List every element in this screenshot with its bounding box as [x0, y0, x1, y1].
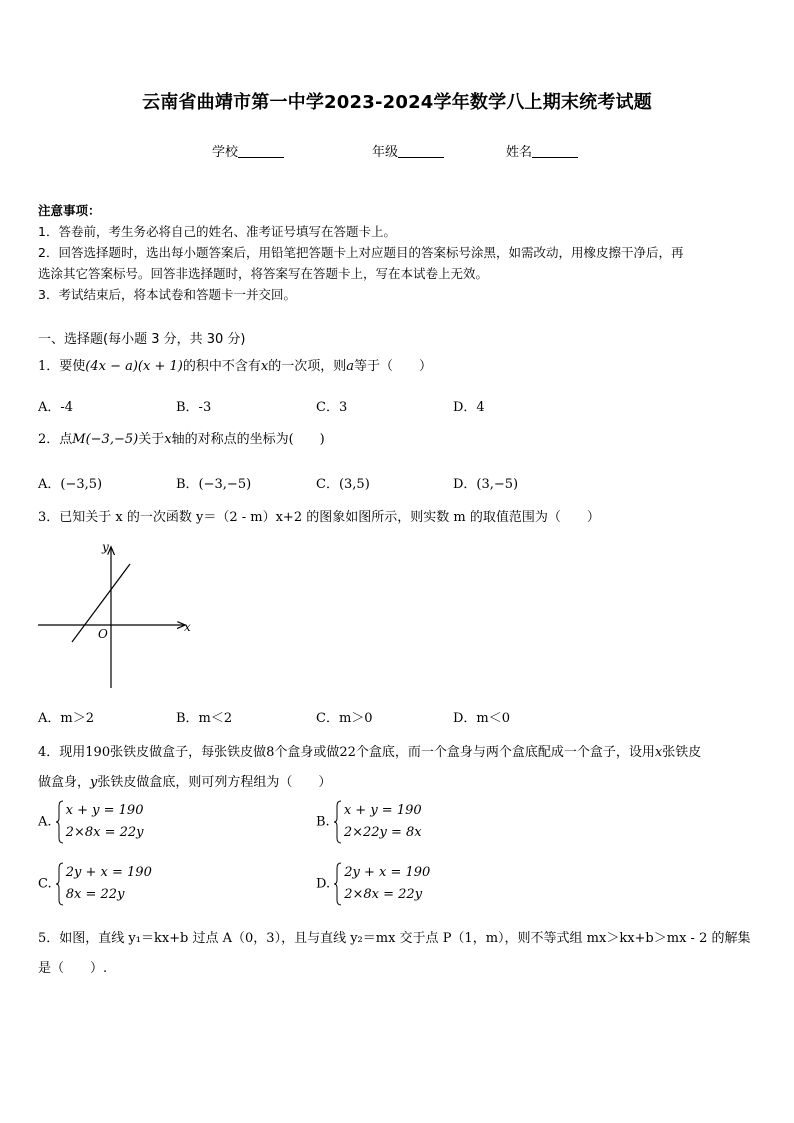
q1-option-a[interactable]: A．-4 [38, 400, 74, 415]
q2-option-c[interactable]: C．(3,5) [316, 477, 370, 492]
school-field [212, 141, 284, 160]
q3-option-a[interactable]: A．m＞2 [38, 711, 94, 726]
brace-icon [56, 800, 64, 844]
q1-option-b[interactable]: B．-3 [176, 400, 212, 415]
notice-block [38, 200, 758, 305]
brace-icon [56, 862, 64, 906]
q1-expression: (4x − a)(x + 1) [85, 359, 183, 374]
q4-variable: y [90, 775, 98, 790]
option-label: C. [38, 876, 52, 892]
notice-heading: 注意事项： [38, 203, 101, 218]
q2-text: 2．点 [38, 432, 73, 447]
q1-option-c[interactable]: C．3 [316, 400, 348, 415]
equation: 2×22y = 8x [343, 825, 422, 840]
question-2 [38, 429, 758, 451]
q3-option-b[interactable]: B．m＜2 [176, 711, 233, 726]
name-label: 姓名 [506, 145, 533, 160]
grade-label: 年级 [372, 145, 399, 160]
q1-text: 1．要使 [38, 359, 86, 374]
origin-label: O [98, 627, 108, 641]
option-label: D. [316, 876, 331, 892]
q4-variable: x [654, 745, 663, 760]
q4-text: 做盒身， [38, 775, 91, 790]
q3-option-d[interactable]: D．m＜0 [453, 711, 511, 726]
q5-line-2: 是（ ）. [38, 961, 108, 976]
equation-system [334, 800, 422, 844]
x-axis-label: x [184, 620, 191, 634]
equation: 2y + x = 190 [344, 865, 431, 880]
q2-option-a[interactable]: A．(−3,5) [38, 477, 103, 492]
y-axis-label: y [102, 540, 109, 554]
option-label: A. [38, 814, 52, 830]
notice-item: 1．答卷前，考生务必将自己的姓名、准考证号填写在答题卡上。 [38, 224, 396, 239]
q4-option-d[interactable] [316, 862, 430, 906]
q5-line-1: 5．如图，直线 y₁＝kx+b 过点 A（0，3），且与直线 y₂＝mx 交于点 P（1，m），则不等式组 mx＞kx+b＞mx - 2 的解集 [38, 931, 751, 946]
q2-variable: x [164, 432, 172, 447]
question-5 [38, 924, 758, 984]
q2-point: M(−3,−5) [72, 432, 139, 447]
question-4 [38, 738, 758, 798]
notice-item: 2．回答选择题时，选出每小题答案后，用铅笔把答题卡上对应题目的答案标号涂黑，如需改动，用橡皮擦干净后，再 [38, 245, 684, 260]
equation: x + y = 190 [65, 803, 144, 818]
option-label: B. [316, 814, 330, 830]
q1-text: 的积中不含有 [182, 359, 261, 374]
question-1 [38, 356, 758, 378]
q4-line-2 [38, 768, 758, 798]
q3-option-c[interactable]: C．m＞0 [316, 711, 373, 726]
q1-text: 的一次项，则 [268, 359, 347, 374]
notice-item: 选涂其它答案标号。回答非选择题时，将答案写在答题卡上，写在本试卷上无效。 [38, 266, 489, 281]
brace-icon [334, 862, 342, 906]
grade-blank[interactable] [398, 145, 444, 158]
grade-field [372, 141, 444, 160]
page-title: 云南省曲靖市第一中学2023-2024学年数学八上期末统考试题 [142, 92, 652, 113]
q4-option-c[interactable] [38, 862, 152, 906]
equation-system [56, 862, 152, 906]
q2-text: 关于 [138, 432, 165, 447]
equation: 2×8x = 22y [65, 825, 144, 840]
q4-text: 张铁皮做盒底，则可列方程组为（ ） [97, 775, 332, 790]
school-label: 学校 [212, 145, 239, 160]
q4-line-1 [38, 738, 758, 768]
q1-variable: x [260, 359, 269, 374]
q4-text: 张铁皮 [662, 745, 702, 760]
q4-text: 4．现用190张铁皮做盒子，每张铁皮做8个盒身或做22个盒底，而一个盒身与两个盒底配成一个盒子，设用 [38, 745, 655, 760]
equation: x + y = 190 [343, 803, 422, 818]
q2-text: 轴的对称点的坐标为( ) [171, 432, 325, 447]
name-field [506, 141, 578, 160]
q2-option-d[interactable]: D．(3,−5) [453, 477, 519, 492]
q4-option-a[interactable] [38, 800, 143, 844]
equation-system [334, 862, 430, 906]
equation: 8x = 22y [65, 887, 125, 902]
q1-text: 等于（ ） [353, 359, 432, 374]
name-blank[interactable] [532, 145, 578, 158]
q2-option-b[interactable]: B．(−3,−5) [176, 477, 252, 492]
equation: 2×8x = 22y [344, 887, 423, 902]
section-heading: 一、选择题(每小题 3 分，共 30 分) [38, 332, 246, 347]
brace-icon [334, 800, 342, 844]
equation: 2y + x = 190 [65, 865, 152, 880]
q4-option-b[interactable] [316, 800, 422, 844]
q1-variable: a [346, 359, 354, 374]
equation-system [56, 800, 144, 844]
question-3: 3．已知关于 x 的一次函数 y＝（2 - m）x+2 的图象如图所示，则实数 m 的取值范围为（ ） [38, 510, 600, 525]
notice-item: 3．考试结束后，将本试卷和答题卡一并交回。 [38, 287, 296, 302]
linear-function-graph [34, 536, 199, 691]
q1-option-d[interactable]: D．4 [453, 400, 485, 415]
school-blank[interactable] [238, 145, 284, 158]
